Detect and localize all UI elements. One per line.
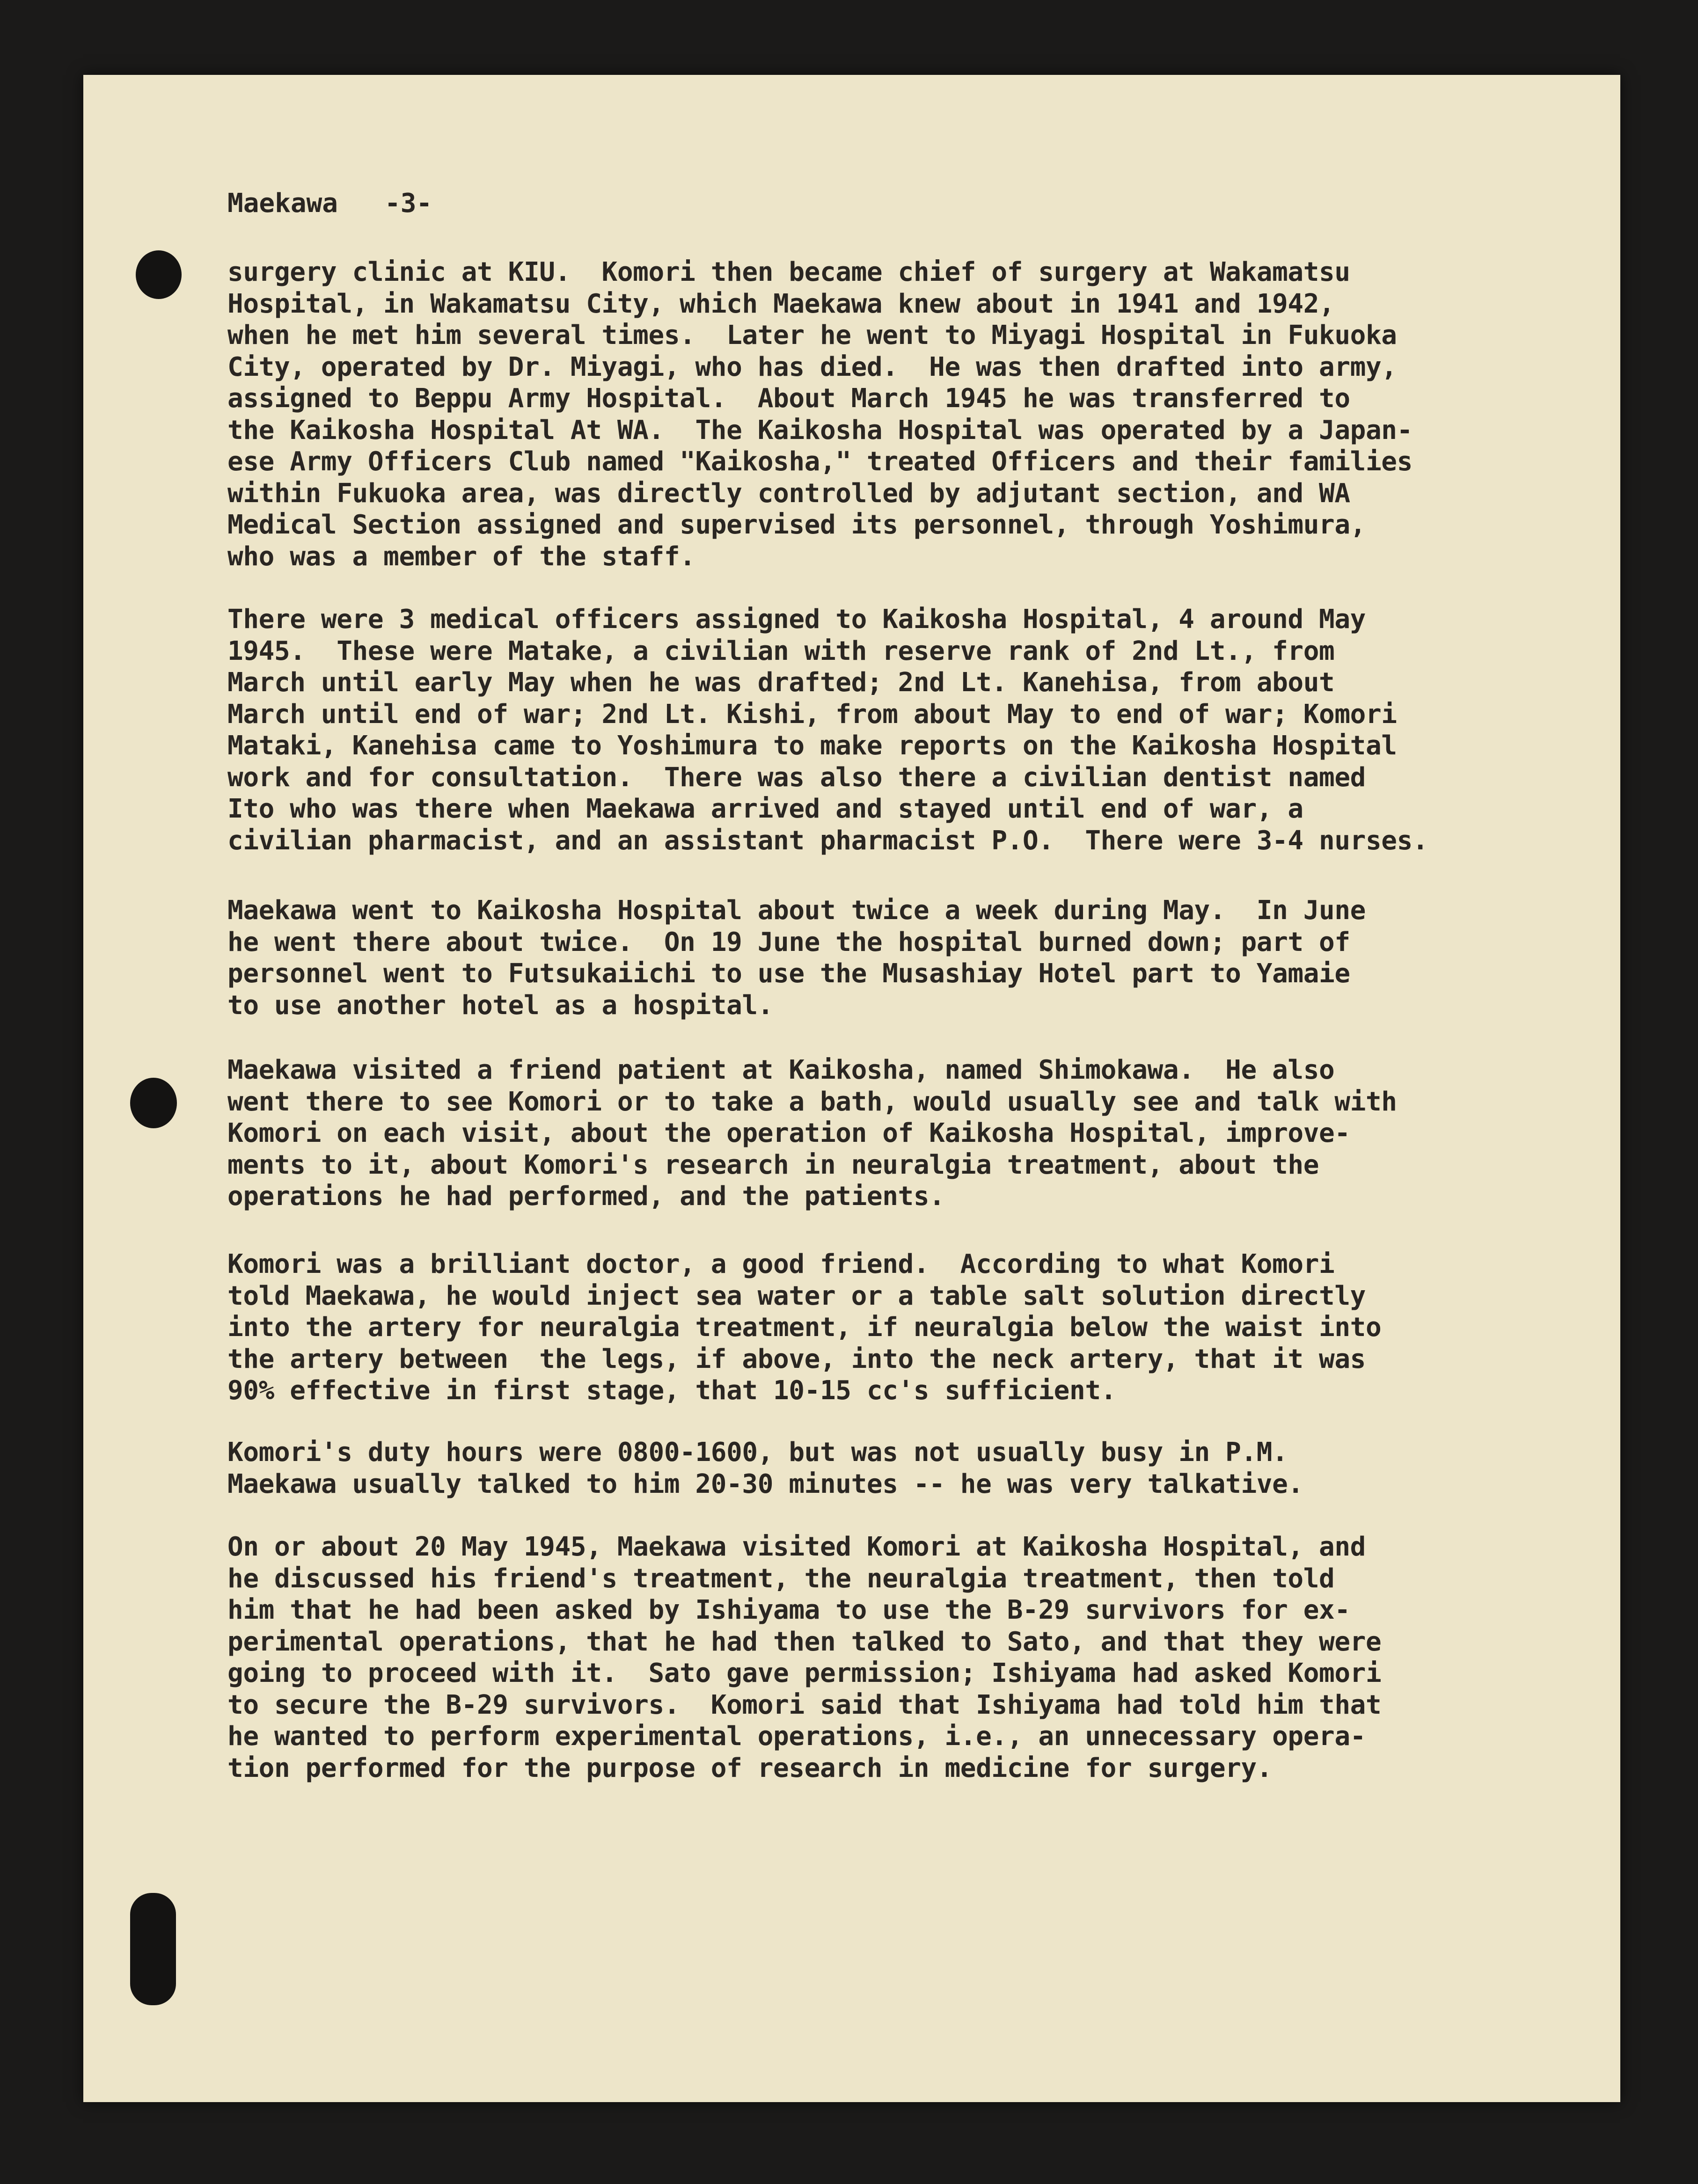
text-line: Mataki, Kanehisa came to Yoshimura to make reports on the Kaikosha Hospital xyxy=(227,730,1397,761)
text-line: Komori's duty hours were 0800-1600, but was not usually busy in P.M. xyxy=(227,1437,1288,1468)
text-line: Komori was a brilliant doctor, a good friend. According to what Komori xyxy=(227,1249,1335,1279)
text-line: There were 3 medical officers assigned to Kaikosha Hospital, 4 around May xyxy=(227,604,1366,635)
paragraph xyxy=(227,256,1413,572)
text-line: the Kaikosha Hospital At WA. The Kaikosha Hospital was operated by a Japan- xyxy=(227,415,1413,446)
text-line: City, operated by Dr. Miyagi, who has died. He was then drafted into army, xyxy=(227,351,1397,382)
text-line: Maekawa usually talked to him 20-30 minutes -- he was very talkative. xyxy=(227,1468,1303,1499)
text-line: ese Army Officers Club named "Kaikosha," treated Officers and their families xyxy=(227,446,1413,477)
paragraph xyxy=(227,895,1366,1021)
text-line: he discussed his friend's treatment, the neuralgia treatment, then told xyxy=(227,1563,1335,1594)
text-line: went there to see Komori or to take a bath, would usually see and talk with xyxy=(227,1086,1397,1117)
text-line: when he met him several times. Later he went to Miyagi Hospital in Fukuoka xyxy=(227,320,1397,351)
paragraph xyxy=(227,1249,1381,1407)
text-line: to use another hotel as a hospital. xyxy=(227,990,774,1021)
page-number: -3- xyxy=(385,188,432,219)
binder-hole xyxy=(130,1078,177,1128)
text-line: Maekawa visited a friend patient at Kaikosha, named Shimokawa. He also xyxy=(227,1055,1335,1085)
text-line: ments to it, about Komori's research in neuralgia treatment, about the xyxy=(227,1149,1319,1180)
binder-hole xyxy=(130,1893,176,2005)
text-line: to secure the B-29 survivors. Komori said that Ishiyama had told him that xyxy=(227,1689,1382,1720)
text-line: Medical Section assigned and supervised its personnel, through Yoshimura, xyxy=(227,510,1366,540)
text-line: perimental operations, that he had then talked to Sato, and that they were xyxy=(227,1626,1382,1657)
text-line: him that he had been asked by Ishiyama to use the B-29 survivors for ex- xyxy=(227,1595,1350,1625)
header-name: Maekawa xyxy=(227,188,338,219)
text-line: the artery between the legs, if above, into the neck artery, that it was xyxy=(227,1344,1366,1374)
text-line: personnel went to Futsukaiichi to use the Musashiay Hotel part to Yamaie xyxy=(227,958,1350,989)
text-line: into the artery for neuralgia treatment, if neuralgia below the waist into xyxy=(227,1312,1382,1343)
text-line: operations he had performed, and the patients. xyxy=(227,1181,945,1212)
text-line: Maekawa went to Kaikosha Hospital about twice a week during May. In June xyxy=(227,895,1366,926)
page-header xyxy=(227,188,432,219)
text-line: going to proceed with it. Sato gave permission; Ishiyama had asked Komori xyxy=(227,1658,1382,1688)
text-line: Ito who was there when Maekawa arrived and stayed until end of war, a xyxy=(227,794,1303,824)
text-line: On or about 20 May 1945, Maekawa visited Komori at Kaikosha Hospital, and xyxy=(227,1532,1366,1562)
paragraph xyxy=(227,1531,1381,1784)
text-line: Hospital, in Wakamatsu City, which Maekawa knew about in 1941 and 1942, xyxy=(227,288,1335,319)
binder-hole xyxy=(136,250,182,299)
paragraph xyxy=(227,604,1428,856)
text-line: he went there about twice. On 19 June the hospital burned down; part of xyxy=(227,927,1350,957)
text-line: March until early May when he was drafted; 2nd Lt. Kanehisa, from about xyxy=(227,667,1335,698)
text-line: who was a member of the staff. xyxy=(227,541,695,572)
paragraph xyxy=(227,1054,1397,1213)
paragraph xyxy=(227,1437,1303,1500)
text-line: within Fukuoka area, was directly controlled by adjutant section, and WA xyxy=(227,478,1350,509)
text-line: told Maekawa, he would inject sea water or a table salt solution directly xyxy=(227,1280,1366,1311)
text-line: work and for consultation. There was also there a civilian dentist named xyxy=(227,762,1366,793)
text-line: Komori on each visit, about the operation of Kaikosha Hospital, improve- xyxy=(227,1118,1350,1148)
text-line: 90% effective in first stage, that 10-15 cc's sufficient. xyxy=(227,1375,1116,1406)
text-line: civilian pharmacist, and an assistant pharmacist P.O. There were 3-4 nurses. xyxy=(227,825,1428,856)
text-line: assigned to Beppu Army Hospital. About March 1945 he was transferred to xyxy=(227,383,1350,414)
text-line: tion performed for the purpose of research in medicine for surgery. xyxy=(227,1753,1273,1783)
text-line: he wanted to perform experimental operations, i.e., an unnecessary opera- xyxy=(227,1721,1366,1752)
text-line: surgery clinic at KIU. Komori then became chief of surgery at Wakamatsu xyxy=(227,257,1350,287)
text-line: March until end of war; 2nd Lt. Kishi, from about May to end of war; Komori xyxy=(227,699,1397,730)
text-line: 1945. These were Matake, a civilian with reserve rank of 2nd Lt., from xyxy=(227,635,1335,666)
